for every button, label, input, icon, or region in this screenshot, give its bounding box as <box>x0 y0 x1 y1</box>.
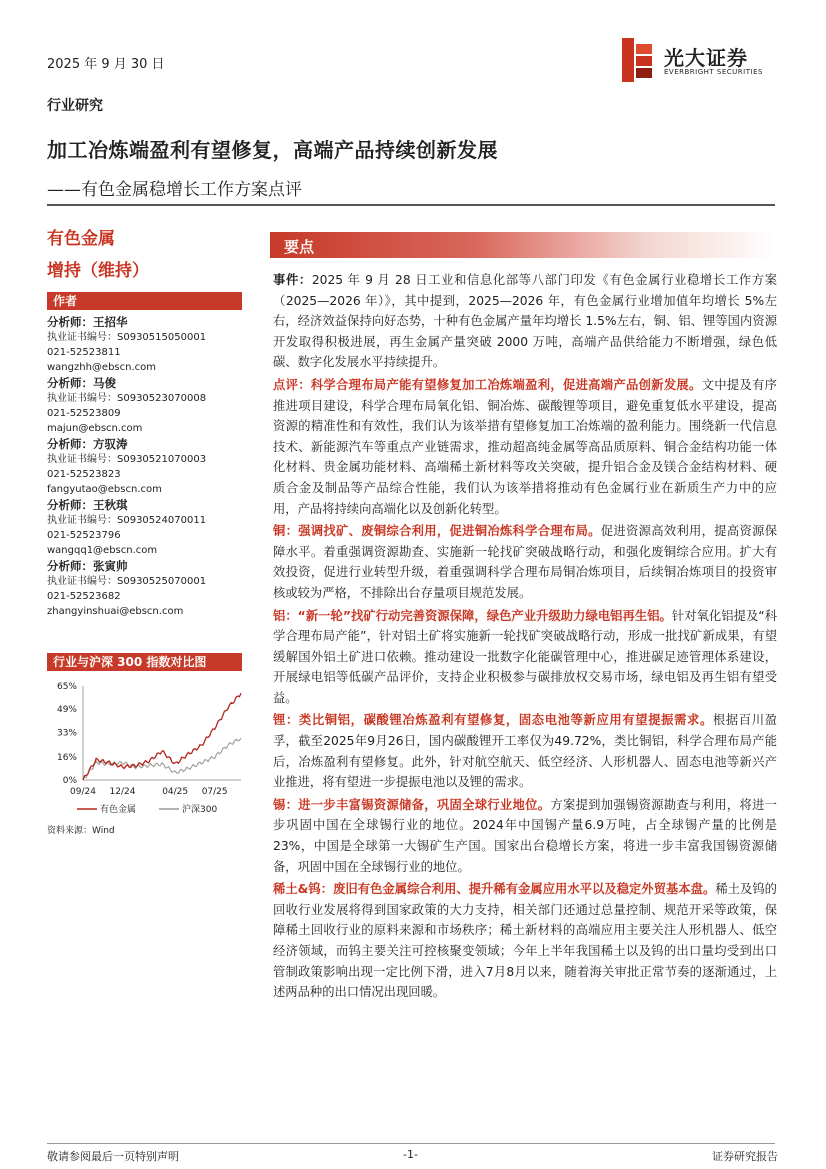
analyst-email[interactable]: fangyutao@ebscn.com <box>47 484 162 495</box>
analyst-phone: 021-52523823 <box>47 469 121 480</box>
analyst-cert: 执业证书编号：S0930515050001 <box>47 332 207 343</box>
analyst-email[interactable]: wangqq1@ebscn.com <box>47 545 158 556</box>
analyst-email[interactable]: wangzhh@ebscn.com <box>47 362 156 373</box>
header-divider <box>47 204 775 206</box>
analyst-cert: 执业证书编号：S0930523070008 <box>47 393 207 404</box>
paragraph-copper <box>273 521 777 603</box>
index-comparison-chart <box>47 676 247 821</box>
y-tick-label: 65% <box>56 682 77 692</box>
key-points-banner <box>270 232 775 258</box>
footer-report-type: 证券研究报告 <box>712 1150 778 1163</box>
analyst-phone: 021-52523682 <box>47 591 121 602</box>
footer-disclaimer[interactable]: 敬请参阅最后一页特别声明 <box>47 1150 179 1163</box>
logo-mark-icon <box>620 38 656 82</box>
paragraph-text: 方案提到加强锡资源勘查与利用，将进一步巩固中国在全球锡行业的地位。2024年中国锡产量6.9万吨，占全球锡产量的比例是23%，中国是全球第一大锡矿生产国。国家出台稳增长方案，将进一步丰富我国锡资源储备，巩固中国在全球锡行业的地位。 <box>273 797 777 874</box>
paragraph-lead: 点评：科学合理布局产能有望修复加工冶炼端盈利，促进高端产品创新发展。 <box>273 377 702 392</box>
analyst-phone: 021-52523796 <box>47 530 121 541</box>
logo-text-en: EVERBRIGHT SECURITIES <box>664 68 763 76</box>
sector-rating: 增持（维持） <box>47 261 149 281</box>
paragraph-rare-earth-tungsten <box>273 879 777 1003</box>
paragraph-event <box>273 270 777 373</box>
y-tick-label: 16% <box>56 752 77 763</box>
analyst-email[interactable]: majun@ebscn.com <box>47 423 143 434</box>
paragraph-text: 根据百川盈孚，截至2025年9月26日，国内碳酸锂开工率仅为49.72%，类比铜铝，科学合理布局产能后，冶炼盈利有望修复。此外，针对航空航天、低空经济、人形机器人、固态电池等新兴产业推进，将有望进一步提振电池以及锂的需求。 <box>273 713 777 790</box>
paragraph-comment <box>273 375 777 519</box>
report-subtitle: ——有色金属稳增长工作方案点评 <box>47 180 302 200</box>
analyst-name: 分析师：方驭涛 <box>47 437 128 451</box>
report-title: 加工冶炼端盈利有望修复，高端产品持续创新发展 <box>47 138 498 162</box>
y-tick-label: 33% <box>56 728 77 739</box>
analyst-name: 分析师：马俊 <box>47 376 116 390</box>
key-points-title: 要点 <box>284 238 315 256</box>
analyst-phone: 021-52523809 <box>47 408 121 419</box>
analyst-name: 分析师：张寅帅 <box>47 559 128 573</box>
analyst-phone: 021-52523811 <box>47 347 121 358</box>
paragraph-lead: 锡：进一步丰富锡资源储备，巩固全球行业地位。 <box>273 797 551 812</box>
chart-source: 资料来源：Wind <box>47 826 115 836</box>
paragraph-lead: 事件： <box>273 273 312 287</box>
analyst-entry <box>47 436 247 497</box>
footer-divider <box>47 1143 775 1144</box>
paragraph-text: 文中提及有序推进项目建设，科学合理布局氧化铝、铜冶炼、碳酸锂等项目，避免重复低水平建设，提高资源的精准性和有效性，我们认为该举措有望修复加工冶炼端的盈利能力。围绕新一代信息技术、新能源汽车等重点产业链需求，推动超高纯金属等高品质原料、铜合金结构功能一体化材料、贵金属功能材料、高端稀土新材料等攻关突破，提升铝合金及镁合金结构材料、硬质合金及制品等产品综合性能，我们认为该举措将推动有色金属行业在新质生产力中的应用，产品将持续向高端化以及创新化转型。 <box>273 377 777 516</box>
analyst-entry <box>47 314 247 375</box>
analyst-cert: 执业证书编号：S0930525070001 <box>47 576 207 587</box>
report-date: 2025 年 9 月 30 日 <box>47 57 165 72</box>
page-number: -1- <box>403 1148 418 1161</box>
y-tick-label: 49% <box>56 705 77 716</box>
x-tick-label: 12/24 <box>109 787 136 797</box>
paragraph-text: 针对氧化铝提及“科学合理布局产能”，针对铝土矿将实施新一轮找矿突破战略行动，形成一批找矿新成果，有望缓解国外铝土矿进口依赖。推动建设一批数字化能碳管理中心，推进碳足迹管理体系建设，开展绿电铝等低碳产品评价，支持企业积极参与碳排放权交易市场，绿电铝及再生铝有望受益。 <box>273 608 778 705</box>
analyst-entry <box>47 375 247 436</box>
authors-header: 作者 <box>47 292 242 310</box>
analyst-list <box>47 314 247 619</box>
analyst-cert: 执业证书编号：S0930524070011 <box>47 515 207 526</box>
analyst-name: 分析师：王秋琪 <box>47 498 128 512</box>
paragraph-lead: 铜：强调找矿、废铜综合利用，促进铜冶炼科学合理布局。 <box>273 524 601 539</box>
x-tick-label: 09/24 <box>70 787 96 797</box>
analyst-email[interactable]: zhangyinshuai@ebscn.com <box>47 606 184 617</box>
paragraph-lead: 锂：类比铜铝，碳酸锂冶炼盈利有望修复，固态电池等新应用有望提振需求。 <box>273 713 713 728</box>
series-line-benchmark <box>83 738 241 778</box>
legend-label-benchmark: 沪深300 <box>182 805 218 815</box>
paragraph-lithium <box>273 710 777 792</box>
paragraph-lead: 铝：“新一轮”找矿行动完善资源保障，绿色产业升级助力绿电铝再生铝。 <box>273 608 672 623</box>
key-points-body <box>273 270 777 1005</box>
chart-header: 行业与沪深 300 指数对比图 <box>47 653 242 671</box>
analyst-cert: 执业证书编号：S0930521070003 <box>47 454 207 465</box>
sector-name: 有色金属 <box>47 229 115 249</box>
paragraph-lead: 稀土&钨：废旧有色金属综合利用、提升稀有金属应用水平以及稳定外贸基本盘。 <box>273 882 716 897</box>
paragraph-text: 促进资源高效利用，提高资源保障水平。着重强调资源勘查、实施新一轮找矿突破战略行动，和强化废铜综合应用。扩大有效投资，促进行业转型升级，着重强调科学合理布局铜冶炼项目，后续铜冶炼项目的投资审核或较为严格，不排除出台存量项目规范发展。 <box>273 524 777 600</box>
paragraph-tin <box>273 795 777 877</box>
paragraph-text: 2025 年 9 月 28 日工业和信息化部等八部门印发《有色金属行业稳增长工作方案（2025—2026 年）》，其中提到，2025—2026 年，有色金属行业增加值年均增长 5%左右，经济效益保持向好态势，十种有色金属产量年均增长 1.5%左右，铜、铝、锂等国内资源开发取得积极进展，再生金属产量突破 2000 万吨，高端产品供给能力不断增强，绿色低碳、数字化发展水平持续提升。 <box>273 273 777 370</box>
analyst-entry <box>47 497 247 558</box>
report-category: 行业研究 <box>47 98 103 114</box>
company-logo <box>620 38 790 82</box>
y-tick-label: 0% <box>62 776 77 786</box>
x-tick-label: 07/25 <box>201 787 228 797</box>
analyst-name: 分析师：王招华 <box>47 315 128 329</box>
paragraph-text: 稀土及钨的回收行业发展将得到国家政策的大力支持，相关部门还通过总量控制、规范开采等政策，保障稀土回收行业的原料来源和市场秩序；稀土新材料的高端应用主要关注人形机器人、低空经济领域，而钨主要关注可控核聚变领域；今年上半年我国稀土以及钨的出口量均受到出口管制政策影响出现一定比例下滑，进入7月8月以来，随着海关审批正常节奏的逐渐通过，上述两品种的出口情况出现回暖。 <box>273 882 777 1000</box>
logo-text-cn: 光大证券 <box>664 46 748 70</box>
series-line-sector <box>83 693 241 780</box>
paragraph-aluminum <box>273 606 777 709</box>
analyst-entry <box>47 558 247 619</box>
x-tick-label: 04/25 <box>162 787 189 797</box>
legend-label-sector: 有色金属 <box>100 805 137 815</box>
